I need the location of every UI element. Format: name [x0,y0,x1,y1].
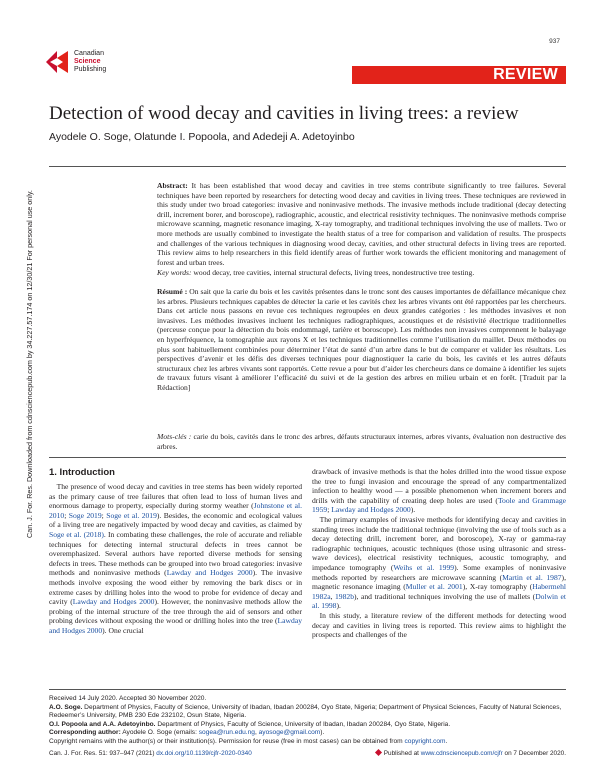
logo-line-3: Publishing [74,66,107,73]
citation-link[interactable]: Toole and Grammage 1959 [312,495,566,515]
mots-cles [157,432,566,451]
copyright-link[interactable]: copyright.com [404,737,446,745]
email-link[interactable]: sogea@run.edu.ng [198,729,255,737]
intro-text: ; [64,510,69,520]
author-list: Ayodele O. Soge, Olatunde I. Popoola, and Adedeji A. Adetoyinbo [49,131,355,143]
section-heading-introduction: 1. Introduction [49,467,115,478]
citation-link[interactable]: Martin et al. 1987 [502,572,562,582]
intro-right-paragraph-2 [312,515,566,611]
intro-right-paragraph-1 [312,467,566,515]
intro-text: ). One crucial [102,625,144,635]
separator: , [254,729,259,737]
abstract [157,181,566,267]
citation-link[interactable]: Weihs et al. 1999 [393,562,455,572]
intro-text: ; [327,505,332,515]
journal-citation [49,750,252,757]
citation-link[interactable]: Lawday and Hodges 2000 [49,616,302,635]
mots-cles-label: Mots-clés : [157,432,192,441]
footnotes [49,695,566,747]
review-banner: REVIEW [352,66,566,84]
citation-link[interactable]: Muller et al. 2001 [405,582,463,592]
intro-text: ). [336,601,341,611]
affiliation-text: Department of Physics, Faculty of Science, University of Ibadan, Ibadan 200284, Oyo State, Nigeria. [155,720,451,728]
keywords-label: Key words: [157,268,192,277]
intro-text: ). [410,505,416,515]
resume [157,287,566,393]
intro-right-paragraph-3 [312,611,566,640]
copyright-text: . [445,737,448,745]
publisher-logo[interactable] [44,46,164,80]
intro-left-column [49,482,302,636]
corresponding-text: Ayodele O. Soge (emails: [120,729,199,737]
corresponding-label: Corresponding author: [49,729,121,737]
citation-link[interactable]: Lawday and Hodges 2000 [166,568,253,578]
citation-link[interactable]: Soge et al. (2018) [49,529,104,539]
journal-website-link[interactable]: www.cdnsciencepub.com/cjfr [420,750,503,757]
citation-link[interactable]: Johnstone et al. 2010 [49,501,303,520]
intro-text: The presence of wood decay and cavities in tree stems has been widely reported as the primary cause of tree failures that often lead to loss of human lives and enormous damage to property, especially during stormy weather ( [49,482,302,511]
copyright-text: Copyright remains with the author(s) or their institution(s). Permission for reuse (free in most cases) can be obtained from [49,737,405,745]
published-text: on 7 December 2020. [502,750,566,757]
intro-text: drawback of invasive methods is that the holes drilled into the wood tissue expose the tree to fungi invasion and encourage the spread of any compartmentalized infection to healthy wood — a possible phenomenon when increment borers and drills with the capability of creating deep holes are used ( [312,467,566,505]
citation-link[interactable]: Lawday and Hodges 2000 [72,597,155,607]
intro-text: ), and traditional techniques involving the use of mallets ( [353,591,536,601]
intro-text: ). Some examples of noninvasive methods reported by researchers are microwave scanning ( [312,562,566,582]
intro-text: ). However, the noninvasive methods allow the probing of the internal structure of the tree through the aid of sensors and other probing devices without exposing the wood or drilling holes into the tree ( [49,597,303,626]
abstract-text: It has been established that wood decay and cavities in tree stems contribute significantly to tree failures. Several techniques have been reported by researchers for detecting wood decay and cavities in living trees. These techniques are reviewed in this study under two broad categories: invasive and noninvasive methods. The invasive methods include traditional (decay detecting drill, increment borer, and boroscope), radiographic, acoustic, and electrical resistivity techniques. The noninvasive methods comprise microwave scanning, magnetic resonance imaging, X-ray tomography, and traditional techniques involving the use of mallets. Two or more methods are usually combined to investigate the health status of a tree for comparison and validation of results. The prospects and challenges of the various techniques in diagnosing wood decay, cavities, and other structural defects in living trees are reported. This review aims to help researchers in this field identify areas of further work towards the efficient monitoring and management of forest and urban trees. [157,181,566,267]
affiliation-2 [49,721,566,730]
intro-text: ). The invasive methods involve exposing the wood either by removing the bark discs or in extreme cases by drilling holes into the wood to probe for evidence of decay and cavity ( [49,568,303,607]
affiliation-label: O.I. Popoola and A.A. Adetoyinbo. [49,720,156,728]
paper-title: Detection of wood decay and cavities in living trees: a review [49,103,519,124]
keywords-text: wood decay, tree cavities, internal structural defects, living trees, nondestructive tree testing. [191,268,475,277]
citation-link[interactable]: Dolwin et al. 1998 [312,591,566,611]
published-note [376,750,566,757]
keywords [157,268,566,278]
published-marker-icon [375,749,382,756]
intro-text: ), X-ray tomography ( [462,582,533,592]
header-divider [49,166,566,167]
page-number: 937 [549,38,560,45]
resume-label: Résumé : [157,287,188,296]
copyright-note [49,738,566,747]
affiliation-1 [49,704,566,721]
intro-text: The primary examples of invasive methods for identifying decay and cavities in standing trees include the traditional technique (involving the use of tools such as a decay detecting drill, increment borer, and boroscope), X-ray or gamma-ray radiographic techniques, acoustic techniques (those using ultrasonic and stress-wave devices), electrical resistivity techniques, acoustic tomography, and impedance tomography ( [312,514,566,572]
canadian-science-publishing-logo-icon [44,49,70,75]
doi-link[interactable]: dx.doi.org/10.1139/cjfr-2020-0340 [156,750,252,757]
intro-text: ), magnetic resonance imaging ( [312,572,566,592]
citation-link[interactable]: Habermehl 1982a [312,582,566,601]
corresponding-text: ). [320,729,325,737]
email-link[interactable]: ayosoge@gmail.com [258,729,321,737]
footnote-divider [49,689,566,690]
download-side-note [12,174,34,554]
abstract-divider [49,457,566,458]
intro-text: In this study, a literature review of the different methods for detecting wood decay and cavities in living trees is reported. This review aims to highlight the prospects and challenges of the [312,610,566,640]
citation-link[interactable]: Soge 2019 [68,510,102,520]
logo-line-2: Science [74,58,101,65]
citation-link[interactable]: Lawday and Hodges 2000 [331,505,411,515]
intro-text: , [330,591,335,601]
intro-text: ). Besides, the economic and ecological values of a living tree are negatively impacted by wood decay and cavities, as claimed by [49,510,303,530]
affiliation-label: A.O. Soge. [49,703,83,711]
logo-wordmark [74,50,106,74]
mots-cles-text: carie du bois, cavités dans le tronc des arbres, défauts structuraux internes, arbres vivants, évaluation non destructive des arbres. [157,432,566,451]
logo-line-1: Canadian [74,50,104,57]
citation-link[interactable]: 1982b [335,591,354,601]
corresponding-author [49,729,566,738]
published-text: Published at [383,750,421,757]
resume-text: On sait que la carie du bois et les cavités présentes dans le tronc sont des causes importantes de défaillance mécanique chez les arbres. Plusieurs techniques capables de détecter la carie et les cavités chez les arbres vivants ont été rapportées par les chercheurs. Dans cet article nous passons en revue ces techniques regroupées en deux grandes catégories : les méthodes invasives et non invasives. Les méthodes invasives incluent les techniques radiographiques, acoustiques et de résistivité électrique traditionnelles (perceuse conçue pour la détection du bois endommagé, tarière et boroscope). Les méthodes non invasives comprennent le balayage en hyperfréquence, la tomographie aux rayons X et les techniques traditionnelles comme l’utilisation du maillet. Deux méthodes ou plus sont habituellement combinées pour déterminer l’état de santé d’un arbre dans le but de comparer et valider les résultats. Les perspectives d’avenir et les défis des diverses techniques pour diagnostiquer la carie du bois, les cavités et les autres défauts structuraux chez les arbres vivants sont rapportés. Cette revue a pour but d’aider les chercheurs dans ce domaine à identifier les sujets de travaux futurs visant à améliorer l’efficacité du suivi et de la gestion des arbres en milieu urbain et en forêt. [Traduit par la Rédaction] [157,287,567,392]
affiliation-text: Department of Physics, Faculty of Science, University of Ibadan, Ibadan 200284, Oyo State, Nigeria; Department of Physical Sciences, Faculty of Natural Sciences, Redeemer’s University, PMB 230 Ede 232102, Osun State, Nigeria. [49,703,562,720]
intro-text: ; [101,510,107,520]
abstract-label: Abstract: [157,181,188,190]
received-dates: Received 14 July 2020. Accepted 30 November 2020. [49,695,207,702]
citation-text: Can. J. For. Res. 51: 937–947 (2021) [49,750,157,757]
side-note-text: Can. J. For. Res. Downloaded from cdnsciencepub.com by 34.227.57.174 on 12/30/21 For personal use only. [25,190,34,538]
intro-text: . In combating these challenges, the role of accurate and reliable techniques for detecting internal structural defects in trees cannot be overemphasized. Several authors have reported diverse methods for sensing defects in trees. These methods can be grouped into two broad categories: invasive methods and noninvasive methods ( [49,529,302,578]
citation-link[interactable]: Soge et al. 2019 [106,510,157,520]
intro-right-column [312,467,566,640]
